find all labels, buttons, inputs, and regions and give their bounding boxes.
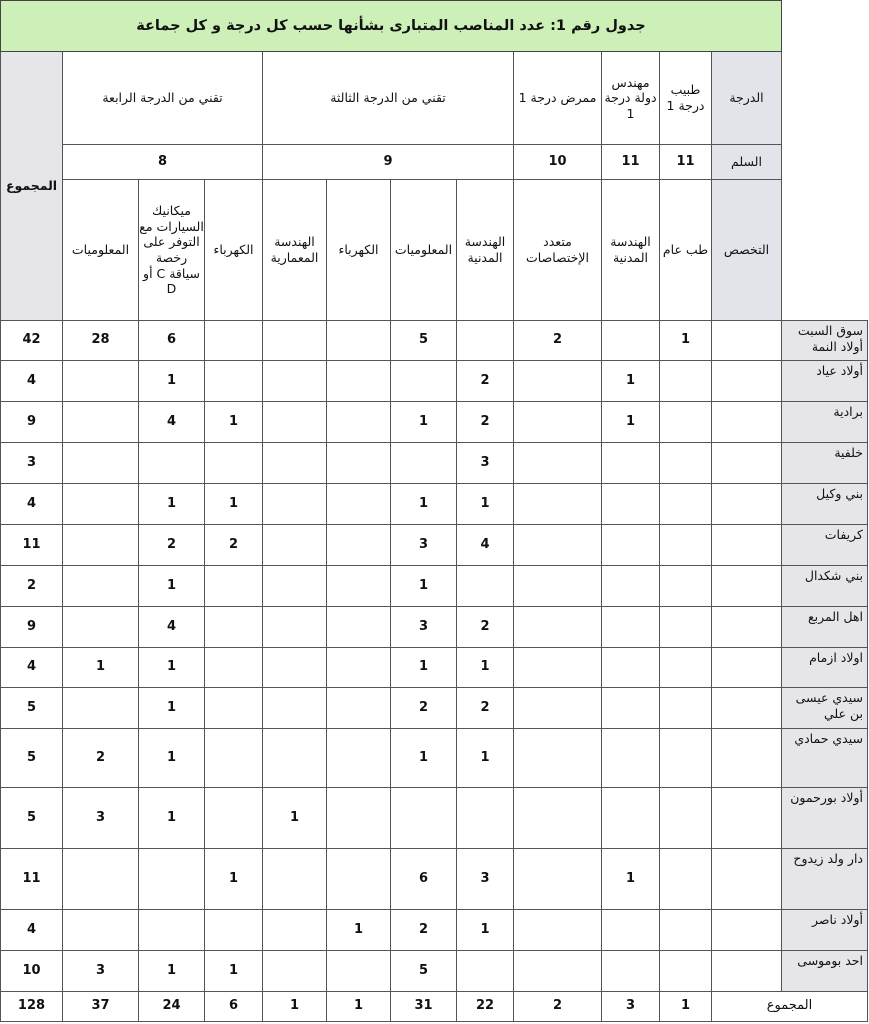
table-cell [205, 688, 263, 729]
table-cell: 1 [139, 729, 205, 788]
table-row [1, 443, 868, 484]
scale-nurse: 10 [514, 145, 602, 180]
row-total: 9 [1, 607, 63, 648]
table-cell [602, 484, 660, 525]
table-row [1, 648, 868, 688]
table-cell: 1 [457, 910, 514, 951]
table-cell [327, 788, 391, 849]
table-cell [327, 648, 391, 688]
row-spacer-cell [712, 402, 782, 443]
column-total: 37 [63, 992, 139, 1022]
table-cell [602, 566, 660, 607]
table-cell [514, 788, 602, 849]
table-cell [660, 361, 712, 402]
grade-group-technician-4: تقني من الدرجة الرابعة [63, 52, 263, 145]
table-cell [263, 321, 327, 361]
table-cell [327, 402, 391, 443]
column-total: 3 [602, 992, 660, 1022]
table-cell [63, 402, 139, 443]
table-cell [660, 402, 712, 443]
column-total: 2 [514, 992, 602, 1022]
table-row [1, 951, 868, 992]
row-spacer-cell [712, 525, 782, 566]
row-spacer-cell [712, 321, 782, 361]
table-cell: 1 [139, 566, 205, 607]
table-cell: 1 [602, 402, 660, 443]
row-spacer-cell [712, 484, 782, 525]
column-total: 1 [327, 992, 391, 1022]
table-cell [602, 910, 660, 951]
table-cell [263, 688, 327, 729]
table-cell: 3 [391, 607, 457, 648]
commune-name: دار ولد زيدوح [782, 849, 868, 910]
table-cell [327, 361, 391, 402]
table-cell [660, 525, 712, 566]
table-cell [63, 910, 139, 951]
table-cell [327, 951, 391, 992]
table-cell [514, 566, 602, 607]
scale-doctor: 11 [660, 145, 712, 180]
table-cell [263, 402, 327, 443]
row-spacer-cell [712, 729, 782, 788]
blank-corner [782, 1, 868, 52]
scale-label: السلم [712, 145, 782, 180]
table-cell [457, 566, 514, 607]
table-cell: 1 [391, 566, 457, 607]
row-total: 3 [1, 443, 63, 484]
table-cell [660, 648, 712, 688]
table-cell: 4 [139, 402, 205, 443]
table-row [1, 361, 868, 402]
commune-name: سيدي حمادي [782, 729, 868, 788]
table-cell: 1 [602, 849, 660, 910]
table-cell [660, 688, 712, 729]
column-total: 22 [457, 992, 514, 1022]
specialty-cell: الهندسة المدنية [602, 180, 660, 321]
table-cell: 1 [457, 648, 514, 688]
table-cell: 3 [457, 849, 514, 910]
table-cell [602, 729, 660, 788]
table-cell: 2 [139, 525, 205, 566]
row-spacer-cell [712, 566, 782, 607]
table-cell [263, 484, 327, 525]
table-row [1, 566, 868, 607]
table-row [1, 688, 868, 729]
row-spacer-cell [712, 361, 782, 402]
table-cell [63, 361, 139, 402]
table-cell: 1 [263, 788, 327, 849]
table-cell [263, 566, 327, 607]
row-spacer-cell [712, 443, 782, 484]
row-spacer-cell [712, 910, 782, 951]
table-cell [63, 484, 139, 525]
specialty-cell: متعدد الإختصاصات [514, 180, 602, 321]
table-cell [263, 443, 327, 484]
specialty-cell: الكهرباء [327, 180, 391, 321]
row-total: 4 [1, 361, 63, 402]
commune-name: خلفية [782, 443, 868, 484]
table-cell [263, 607, 327, 648]
specialty-cell: ميكانيك السيارات مع التوفر على رخصة سياقة C أو D [139, 180, 205, 321]
table-cell: 1 [391, 648, 457, 688]
commune-name: أولاد عياد [782, 361, 868, 402]
table-cell: 6 [139, 321, 205, 361]
table-cell: 1 [205, 849, 263, 910]
blank-header-gap [782, 52, 868, 321]
table-row [1, 402, 868, 443]
table-cell: 5 [391, 951, 457, 992]
table-cell [391, 788, 457, 849]
row-spacer-cell [712, 951, 782, 992]
table-cell [514, 402, 602, 443]
table-cell [514, 525, 602, 566]
table-cell [602, 525, 660, 566]
table-cell: 2 [391, 688, 457, 729]
table-cell [514, 443, 602, 484]
column-total: 31 [391, 992, 457, 1022]
table-cell [327, 566, 391, 607]
table-cell: 3 [457, 443, 514, 484]
row-total: 4 [1, 484, 63, 525]
table-cell [327, 321, 391, 361]
table-cell: 28 [63, 321, 139, 361]
table-cell [327, 729, 391, 788]
grade-group-technician-3: تقني من الدرجة الثالثة [263, 52, 514, 145]
table-cell: 2 [457, 361, 514, 402]
table-cell [660, 788, 712, 849]
row-total: 42 [1, 321, 63, 361]
commune-name: اهل المربع [782, 607, 868, 648]
table-cell [602, 688, 660, 729]
table-cell [514, 361, 602, 402]
table-cell [660, 910, 712, 951]
grade-label: الدرجة [712, 52, 782, 145]
specialty-cell: الهندسة المدنية [457, 180, 514, 321]
commune-name: سيدي عيسى بن علي [782, 688, 868, 729]
grade-group-engineer: مهندس دولة درجة 1 [602, 52, 660, 145]
specialty-cell: طب عام [660, 180, 712, 321]
table-cell: 1 [139, 688, 205, 729]
table-row [1, 484, 868, 525]
table-cell [602, 443, 660, 484]
row-total: 4 [1, 648, 63, 688]
row-spacer-cell [712, 788, 782, 849]
column-total: 1 [660, 992, 712, 1022]
table-cell [514, 729, 602, 788]
row-total: 4 [1, 910, 63, 951]
table-cell [205, 729, 263, 788]
commune-name: اولاد ازمام [782, 648, 868, 688]
table-cell [327, 484, 391, 525]
table-cell [263, 729, 327, 788]
table-cell [457, 788, 514, 849]
table-cell [205, 788, 263, 849]
table-row [1, 788, 868, 849]
table-cell [514, 910, 602, 951]
table-title: جدول رقم 1: عدد المناصب المتبارى بشأنها حسب كل درجة و كل جماعة [1, 1, 782, 52]
table-cell: 5 [391, 321, 457, 361]
table-row [1, 849, 868, 910]
table-cell [63, 688, 139, 729]
row-spacer-cell [712, 607, 782, 648]
table-cell: 1 [327, 910, 391, 951]
table-cell [660, 729, 712, 788]
table-cell [660, 443, 712, 484]
table-cell [205, 443, 263, 484]
commune-name: بني وكيل [782, 484, 868, 525]
table-cell [139, 849, 205, 910]
table-cell: 2 [457, 402, 514, 443]
table-row [1, 607, 868, 648]
table-cell [205, 321, 263, 361]
commune-name: برادية [782, 402, 868, 443]
row-spacer-cell [712, 849, 782, 910]
row-total: 2 [1, 566, 63, 607]
specialty-cell: الهندسة المعمارية [263, 180, 327, 321]
table-row [1, 729, 868, 788]
grade-group-nurse: ممرض درجة 1 [514, 52, 602, 145]
table-row [1, 910, 868, 951]
table-cell: 6 [391, 849, 457, 910]
table-cell [327, 525, 391, 566]
table-cell: 1 [139, 951, 205, 992]
table-cell [63, 607, 139, 648]
table-cell: 1 [139, 484, 205, 525]
table-cell [514, 951, 602, 992]
table-cell [602, 788, 660, 849]
table-cell: 2 [205, 525, 263, 566]
table-cell [263, 648, 327, 688]
totals-row [1, 992, 868, 1022]
table-cell: 1 [139, 788, 205, 849]
table-cell [660, 849, 712, 910]
table-cell: 2 [514, 321, 602, 361]
table-row [1, 525, 868, 566]
table-cell: 1 [139, 361, 205, 402]
table-cell [63, 443, 139, 484]
commune-name: احد بوموسى [782, 951, 868, 992]
table-cell: 1 [660, 321, 712, 361]
table-cell [263, 525, 327, 566]
specialty-cell: المعلوميات [63, 180, 139, 321]
table-cell [660, 607, 712, 648]
grade-group-doctor: طبيب درجة 1 [660, 52, 712, 145]
scale-technician-4: 8 [63, 145, 263, 180]
table-cell [327, 688, 391, 729]
table-cell [391, 361, 457, 402]
table-cell [457, 951, 514, 992]
scale-engineer: 11 [602, 145, 660, 180]
row-spacer-cell [712, 648, 782, 688]
table-cell: 1 [205, 951, 263, 992]
row-total: 10 [1, 951, 63, 992]
scale-technician-3: 9 [263, 145, 514, 180]
table-cell [63, 849, 139, 910]
column-total: 24 [139, 992, 205, 1022]
table-cell: 1 [391, 402, 457, 443]
row-total: 11 [1, 849, 63, 910]
row-spacer-cell [712, 688, 782, 729]
table-cell [602, 648, 660, 688]
specialty-cell: الكهرباء [205, 180, 263, 321]
table-cell [263, 849, 327, 910]
table-cell: 1 [205, 402, 263, 443]
table-row [1, 321, 868, 361]
table-cell [63, 566, 139, 607]
table-cell [205, 361, 263, 402]
commune-name: كريفات [782, 525, 868, 566]
table-cell [205, 910, 263, 951]
table-cell [63, 525, 139, 566]
table-cell: 2 [457, 607, 514, 648]
table-cell [263, 910, 327, 951]
table-cell [602, 321, 660, 361]
commune-name: أولاد بورحمون [782, 788, 868, 849]
specialty-label: التخصص [712, 180, 782, 321]
table-cell: 4 [457, 525, 514, 566]
total-column-header: المجموع [1, 52, 63, 321]
table-cell [391, 443, 457, 484]
table-cell [457, 321, 514, 361]
row-total: 9 [1, 402, 63, 443]
row-total: 5 [1, 688, 63, 729]
commune-name: أولاد ناصر [782, 910, 868, 951]
commune-name: سوق السبت أولاد النمة [782, 321, 868, 361]
table-cell [139, 443, 205, 484]
table-cell [660, 951, 712, 992]
table-cell [660, 566, 712, 607]
table-cell: 1 [602, 361, 660, 402]
table-cell: 1 [205, 484, 263, 525]
table-cell: 1 [391, 729, 457, 788]
table-cell: 1 [391, 484, 457, 525]
table-cell: 2 [457, 688, 514, 729]
table-cell: 1 [139, 648, 205, 688]
table-cell [602, 607, 660, 648]
table-cell [263, 361, 327, 402]
table-cell [205, 607, 263, 648]
table-cell: 2 [63, 729, 139, 788]
table-cell [660, 484, 712, 525]
table-cell [514, 648, 602, 688]
table-cell [514, 849, 602, 910]
row-total: 5 [1, 729, 63, 788]
table-cell: 2 [391, 910, 457, 951]
totals-label: المجموع [712, 992, 868, 1022]
table-cell [514, 688, 602, 729]
table-cell [602, 951, 660, 992]
table-cell: 1 [457, 729, 514, 788]
table-cell [327, 443, 391, 484]
column-total: 6 [205, 992, 263, 1022]
table-cell [205, 648, 263, 688]
table-cell: 1 [457, 484, 514, 525]
table-cell [514, 607, 602, 648]
specialty-cell: المعلوميات [391, 180, 457, 321]
table-cell: 3 [63, 788, 139, 849]
row-total: 11 [1, 525, 63, 566]
table-cell [327, 849, 391, 910]
commune-name: بني شكدال [782, 566, 868, 607]
table-cell [263, 951, 327, 992]
table-cell [327, 607, 391, 648]
table-cell: 4 [139, 607, 205, 648]
table-body [1, 321, 868, 1022]
table-cell [139, 910, 205, 951]
table-cell: 3 [391, 525, 457, 566]
column-total: 1 [263, 992, 327, 1022]
table-cell: 1 [63, 648, 139, 688]
table-cell [514, 484, 602, 525]
table-cell: 3 [63, 951, 139, 992]
row-total: 5 [1, 788, 63, 849]
table-cell [205, 566, 263, 607]
grand-total: 128 [1, 992, 63, 1022]
